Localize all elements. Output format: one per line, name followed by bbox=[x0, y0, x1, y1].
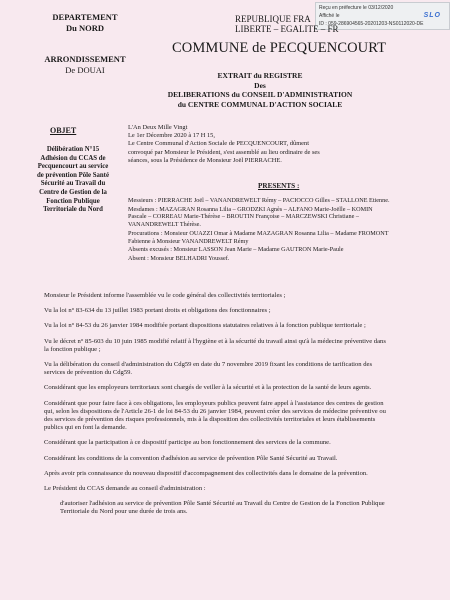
body-paragraph: Considérant les conditions de la convention d'adhésion au service de prévention Pôle Santé Sécurité au Travail. bbox=[44, 454, 338, 462]
stamp-id: ID : 059-286904565-20201203-NS0112020-DE bbox=[319, 21, 424, 27]
extract-line-2: Des bbox=[254, 80, 266, 90]
attendance-list bbox=[128, 197, 390, 263]
attendance-mesdames: Mesdames : MAZAGRAN Rosanna Lilia – GRODZKI Agnès – ALFANO Marie-Joëlle – KOMIN Pascale – CORREAU Marie-Thérèse – BROUTIN Françoise – MARCZEWSKI Christiane – VANANDREWELT Thérèse. bbox=[128, 205, 373, 229]
body-paragraph: Vu la loi n° 84-53 du 26 janvier 1984 modifiée portant dispositions statutaires relatives à la fonction publique territoriale ; bbox=[44, 322, 366, 330]
body-paragraph: Vu le décret n° 85-603 du 10 juin 1985 modifié relatif à l'hygiène et à la sécurité du travail ainsi qu'à la médecine préventive dans la fonction publique ; bbox=[44, 337, 386, 353]
presents-label: PRESENTS : bbox=[258, 182, 300, 190]
intro-date: Le 1er Décembre 2020 à 17 H 15, bbox=[128, 132, 215, 140]
deliberation-line: Pecquencourt au service bbox=[37, 163, 109, 171]
body-paragraph: Monsieur le Président informe l'assemblée vu le code général des collectivités territoriales ; bbox=[44, 292, 286, 299]
meeting-intro bbox=[128, 124, 388, 165]
department-name: Du NORD bbox=[65, 23, 105, 33]
body-paragraph: Considérant que les employeurs territoriaux sont chargés de veiller à la sécurité et à la protection de la santé de leurs agents. bbox=[44, 384, 372, 392]
body-paragraph: Considérant que la participation à ce dispositif participe au bon fonctionnement des services de la commune. bbox=[44, 439, 331, 447]
register-extract-title bbox=[140, 71, 380, 109]
arrondissement-name: De DOUAI bbox=[65, 65, 105, 75]
body-paragraph: Après avoir pris connaissance du nouveau dispositif d'accompagnement des collectivités dans le domaine de la prévention. bbox=[44, 469, 368, 477]
extract-line-4: du CENTRE COMMUNAL D'ACTION SOCIALE bbox=[177, 99, 343, 109]
objet-label: OBJET bbox=[50, 126, 77, 135]
deliberation-line: Centre de Gestion de la bbox=[39, 188, 107, 196]
deliberation-line: de prévention Pôle Santé bbox=[37, 171, 109, 179]
body-bullet-item: d'autoriser l'adhésion au service de prévention Pôle Santé Sécurité au Travail du Centre de Gestion de la Fonction Publique Territoriale du Nord pour une durée de trois ans. bbox=[60, 500, 385, 516]
republic-name: REPUBLIQUE FRA bbox=[235, 14, 311, 24]
deliberation-line: Sécurité au Travail du bbox=[40, 180, 106, 188]
body-paragraph: Vu la loi n° 83-634 du 13 juillet 1983 portant droits et obligations des fonctionnaires ; bbox=[44, 307, 271, 315]
arrondissement-header bbox=[40, 54, 130, 76]
body-paragraph: Le Président du CCAS demande au conseil d'administration : bbox=[44, 485, 206, 493]
attendance-procurations: Procurations : Monsieur OUAZZI Omar à Madame MAZAGRAN Rosanna Lilia – Madame FROMONT Fabienne à Monsieur VANANDREWELT Rémy bbox=[128, 229, 389, 245]
attendance-absent: Absent : Monsieur BELHADRI Youssef. bbox=[128, 254, 230, 262]
extract-line-1: EXTRAIT du REGISTRE bbox=[217, 71, 303, 80]
department-header bbox=[40, 12, 130, 34]
deliberation-line: Territoriale du Nord bbox=[43, 206, 103, 214]
slo-logo: SLO bbox=[423, 12, 441, 19]
stamp-received: Reçu en préfecture le 03/12/2020 bbox=[319, 5, 394, 11]
intro-year: L'An Deux Mille Vingt bbox=[128, 124, 188, 131]
deliberation-body bbox=[44, 292, 390, 524]
intro-line: convoqué par Monsieur le Président, s'est assemblé au lieu ordinaire de ses bbox=[128, 148, 320, 156]
extract-line-3: DELIBERATIONS du CONSEIL D'ADMINISTRATION bbox=[167, 90, 353, 99]
deliberation-line: Adhésion du CCAS de bbox=[40, 154, 106, 162]
department-label: DEPARTEMENT bbox=[52, 12, 118, 22]
body-paragraph: Considérant que pour faire face à ces obligations, les employeurs publics peuvent faire appel à l'assistance des centres de gestion qui, selon les dispositions de l'Article 26-1 de loi 84-53 du 26 janvier 1984, peuvent créer des services de médecine préventive ou des services de prévention des risques professionnels, mis à la disposition des collectivités territoriales et leurs établissements publics qui en font la demande. bbox=[44, 399, 386, 432]
deliberation-subject bbox=[18, 146, 128, 215]
commune-title: COMMUNE de PECQUENCOURT bbox=[172, 40, 387, 56]
intro-line: Le Centre Communal d'Action Sociale de PECQUENCOURT, dûment bbox=[128, 140, 309, 148]
attendance-messieurs: Messieurs : PIERRACHE Joël – VANANDREWELT Rémy – PACIOCCO Gilles – STALLONE Etienne. bbox=[128, 197, 390, 204]
body-paragraph: Vu la délibération du conseil d'administration du Cdg59 en date du 7 novembre 2019 fixant les conditions de tarification des services de prévention du Cdg59. bbox=[44, 361, 373, 377]
republic-motto: LIBERTE – EGALITE – FR bbox=[235, 24, 339, 34]
deliberation-line: Délibération N°15 bbox=[46, 146, 100, 153]
attendance-excused: Absents excusés : Monsieur LASSON Jean Marie – Madame GAUTRON Marie-Paule bbox=[128, 246, 344, 254]
republic-header bbox=[235, 14, 338, 34]
intro-line: séances, sous la Présidence de Monsieur Joël PIERRACHE. bbox=[128, 156, 282, 164]
arrondissement-label: ARRONDISSEMENT bbox=[44, 54, 126, 64]
deliberation-line: Fonction Publique bbox=[46, 197, 100, 205]
stamp-posted: Affiché le bbox=[319, 13, 340, 19]
